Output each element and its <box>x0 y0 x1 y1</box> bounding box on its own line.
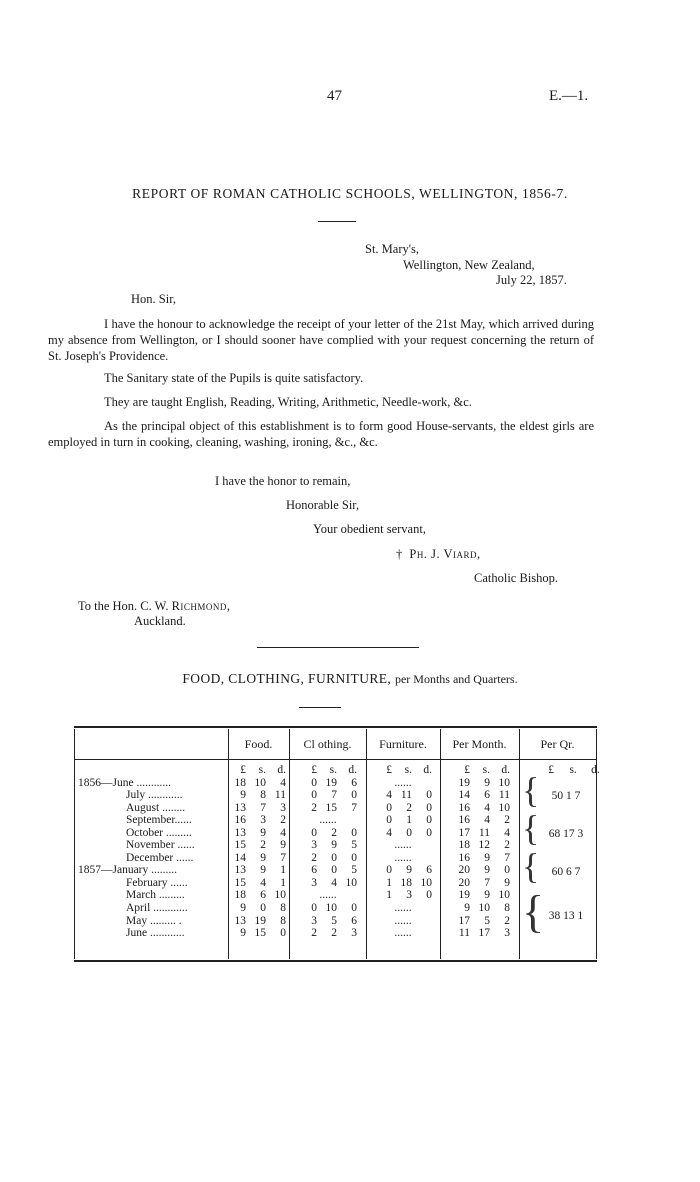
header-per-qr: Per Qr. <box>540 737 575 751</box>
per-qr-l-label: £ <box>548 764 554 776</box>
food-cell-pence: 3 <box>280 801 286 814</box>
food-cell <box>228 915 289 928</box>
food-cell-shillings: 8 <box>260 789 266 802</box>
per_month-cell-pence: 11 <box>498 789 510 802</box>
month-label: April ............ <box>126 902 188 915</box>
food-cell-pence: 8 <box>280 914 286 927</box>
paragraph-4: As the principal object of this establishment is to form good House-servants, the eldest girls are employed in turn in cooking, cleaning, washing, ironing, &c., &c. <box>48 419 594 449</box>
signature: Ph. J. Viard, <box>409 547 481 561</box>
page-code: E.—1. <box>549 88 589 104</box>
clothing-cell <box>299 889 366 902</box>
header-furniture: Furniture. <box>379 737 427 751</box>
furniture-cell <box>374 902 440 915</box>
month-label: November ...... <box>126 839 195 852</box>
provisions-table <box>74 723 600 963</box>
clothing-cell-pence: 0 <box>351 851 357 864</box>
clothing-cell <box>299 827 366 840</box>
per_month-cell-pence: 2 <box>504 814 510 827</box>
month-label: October ......... <box>126 826 192 839</box>
month-column <box>78 764 226 940</box>
furniture-cell-pence: 0 <box>426 826 432 839</box>
food-cell-shillings: 19 <box>254 914 266 927</box>
per_month-cell-pounds: 16 <box>458 814 470 827</box>
per_month-cell-pounds: 19 <box>458 889 470 902</box>
month-label: 1856—June ............ <box>78 776 171 789</box>
clothing-cell <box>299 839 366 852</box>
clothing-cell-pence: 7 <box>351 801 357 814</box>
per_month-cell <box>452 839 519 852</box>
paragraph-3: They are taught English, Reading, Writing, Arithmetic, Needle-work, &c. <box>104 395 472 409</box>
per_month-cell-pence: 10 <box>498 801 510 814</box>
food-currency-label <box>228 764 289 777</box>
quarter-brace-3: { <box>522 846 540 886</box>
food-cell <box>228 802 289 815</box>
recipient-line-2: Auckland. <box>134 614 186 628</box>
food-cell <box>228 927 289 940</box>
furniture-currency-label-pounds: £ <box>386 764 392 776</box>
table-bottom-rule <box>74 960 597 962</box>
per_month-cell-pence: 10 <box>498 776 510 789</box>
food-cell-pounds: 9 <box>240 789 246 802</box>
per_month-cell <box>452 827 519 840</box>
clothing-cell-pounds: 6 <box>311 864 317 877</box>
furniture-cell-shillings: 18 <box>400 876 412 889</box>
per_month-cell <box>452 889 519 902</box>
clothing-cell-pounds: 2 <box>311 801 317 814</box>
furniture-cell-blank: ...... <box>394 839 412 852</box>
food-currency-label-shillings: s. <box>258 764 266 776</box>
clothing-cell-pence: 5 <box>351 864 357 877</box>
per_month-cell-pence: 9 <box>504 876 510 889</box>
per_month-cell-pounds: 19 <box>458 776 470 789</box>
per-qr-currency-row <box>536 764 600 777</box>
header-clothing: Cl othing. <box>303 737 352 751</box>
furniture-cell-shillings: 3 <box>406 889 412 902</box>
per_month-cell-pence: 4 <box>504 826 510 839</box>
furniture-cell <box>374 927 440 940</box>
col-divider-furniture <box>366 729 367 959</box>
per_month-cell-shillings: 9 <box>484 776 490 789</box>
clothing-cell <box>299 902 366 915</box>
quarter-brace-4: { <box>522 886 545 937</box>
dagger-mark: † <box>396 547 403 561</box>
per_month-cell <box>452 927 519 940</box>
per_month-cell-pounds: 14 <box>458 789 470 802</box>
food-cell-pounds: 13 <box>234 914 246 927</box>
furniture-cell-pence: 0 <box>426 814 432 827</box>
per_month-cell-pence: 8 <box>504 902 510 915</box>
food-cell <box>228 839 289 852</box>
food-cell <box>228 877 289 890</box>
furniture-currency-label <box>374 764 440 777</box>
clothing-cell-shillings: 0 <box>331 851 337 864</box>
per_month-cell-pounds: 17 <box>458 826 470 839</box>
per_month-cell-shillings: 10 <box>478 902 490 915</box>
clothing-cell-pence: 5 <box>351 839 357 852</box>
per_month-cell-shillings: 5 <box>484 914 490 927</box>
furniture-cell <box>374 827 440 840</box>
per_month-cell-shillings: 12 <box>478 839 490 852</box>
food-cell-pounds: 16 <box>234 814 246 827</box>
per_month-cell-pence: 7 <box>504 851 510 864</box>
furniture-cell-pence: 0 <box>426 889 432 902</box>
quarter-value-1: 50 1 7 <box>551 790 581 802</box>
furniture-cell-shillings: 11 <box>400 789 412 802</box>
furniture-cell <box>374 777 440 790</box>
closing-line-1: I have the honor to remain, <box>215 474 351 488</box>
food-cell <box>228 777 289 790</box>
clothing-currency-label <box>299 764 366 777</box>
month-label: August ........ <box>126 801 186 814</box>
clothing-cell-pounds: 0 <box>311 789 317 802</box>
month-label: July ............ <box>126 789 183 802</box>
title-rule <box>318 221 356 222</box>
clothing-cell-pounds: 2 <box>311 927 317 940</box>
food-cell <box>228 814 289 827</box>
clothing-cell-pounds: 3 <box>311 839 317 852</box>
furniture-column <box>374 764 440 940</box>
food-cell-pence: 10 <box>274 889 286 902</box>
recipient-prefix: To the Hon. C. W. <box>78 599 169 613</box>
furniture-cell <box>374 915 440 928</box>
food-currency-label-pence: d. <box>277 764 286 776</box>
furniture-cell-blank: ...... <box>394 914 412 927</box>
report-title: REPORT OF ROMAN CATHOLIC SCHOOLS, WELLINGTON, 1856-7. <box>132 186 568 201</box>
per_month-cell-shillings: 11 <box>478 826 490 839</box>
per-qr-s-label: s. <box>569 764 577 776</box>
month-label: May ......... . <box>126 914 182 927</box>
per-qr-d-label: d. <box>591 764 600 776</box>
furniture-cell <box>374 877 440 890</box>
food-column <box>228 764 289 940</box>
per_month-cell-shillings: 9 <box>484 851 490 864</box>
per_month-cell-pounds: 17 <box>458 914 470 927</box>
furniture-cell <box>374 814 440 827</box>
food-cell-pence: 0 <box>280 927 286 940</box>
per_month-cell <box>452 802 519 815</box>
furniture-cell-pounds: 0 <box>386 864 392 877</box>
per_month-cell <box>452 864 519 877</box>
furniture-cell-blank: ...... <box>394 902 412 915</box>
food-cell-shillings: 6 <box>260 889 266 902</box>
per_month-cell <box>452 852 519 865</box>
food-cell-pounds: 14 <box>234 851 246 864</box>
per_month-cell-pounds: 18 <box>458 839 470 852</box>
furniture-cell-pounds: 4 <box>386 826 392 839</box>
clothing-cell-pounds: 0 <box>311 776 317 789</box>
header-food: Food. <box>244 737 273 751</box>
recipient-name: Richmond, <box>171 599 231 613</box>
clothing-cell-shillings: 19 <box>325 776 337 789</box>
quarter-value-2: 68 17 3 <box>548 828 584 840</box>
furniture-cell-pounds: 1 <box>386 889 392 902</box>
per_month-cell-pence: 0 <box>504 864 510 877</box>
clothing-cell <box>299 852 366 865</box>
per_month-cell <box>452 915 519 928</box>
food-cell-pence: 4 <box>280 826 286 839</box>
salutation: Hon. Sir, <box>131 292 176 306</box>
clothing-cell-pence: 0 <box>351 902 357 915</box>
furniture-cell <box>374 889 440 902</box>
col-divider-permonth <box>440 729 441 959</box>
clothing-cell-shillings: 15 <box>325 801 337 814</box>
furniture-cell <box>374 852 440 865</box>
signature-title: Catholic Bishop. <box>474 571 559 585</box>
clothing-cell-pence: 6 <box>351 914 357 927</box>
clothing-cell <box>299 777 366 790</box>
clothing-cell-pence: 3 <box>351 927 357 940</box>
food-cell-shillings: 2 <box>260 839 266 852</box>
furniture-cell-pounds: 0 <box>386 801 392 814</box>
clothing-cell <box>299 789 366 802</box>
clothing-cell-pounds: 0 <box>311 902 317 915</box>
month-label: December ...... <box>126 851 194 864</box>
per_month-cell-pence: 3 <box>504 927 510 940</box>
furniture-cell-shillings: 1 <box>406 814 412 827</box>
clothing-cell <box>299 915 366 928</box>
food-cell-shillings: 9 <box>260 864 266 877</box>
clothing-cell <box>299 877 366 890</box>
food-cell <box>228 864 289 877</box>
clothing-cell <box>299 864 366 877</box>
food-currency-label-pounds: £ <box>240 764 246 776</box>
food-cell-shillings: 9 <box>260 826 266 839</box>
month-label: March ......... <box>126 889 185 902</box>
table-title-main: FOOD, CLOTHING, FURNITURE, <box>182 671 392 686</box>
clothing-currency-label-pence: d. <box>348 764 357 776</box>
clothing-cell <box>299 802 366 815</box>
food-cell-shillings: 15 <box>254 927 266 940</box>
food-cell-shillings: 9 <box>260 851 266 864</box>
section-rule <box>257 647 419 648</box>
food-cell-pounds: 9 <box>240 927 246 940</box>
per_month-cell-shillings: 4 <box>484 801 490 814</box>
clothing-cell-shillings: 7 <box>331 789 337 802</box>
per_month-cell <box>452 789 519 802</box>
table-title <box>0 671 700 687</box>
clothing-cell-blank: ...... <box>319 889 337 902</box>
per_month-cell-pounds: 20 <box>458 876 470 889</box>
food-cell-pence: 8 <box>280 902 286 915</box>
clothing-cell-blank: ...... <box>319 814 337 827</box>
furniture-cell-pence: 0 <box>426 801 432 814</box>
clothing-cell-pounds: 3 <box>311 876 317 889</box>
month-label: February ...... <box>126 876 188 889</box>
clothing-cell-pence: 10 <box>345 876 357 889</box>
food-cell-shillings: 3 <box>260 814 266 827</box>
food-cell <box>228 889 289 902</box>
food-cell-shillings: 4 <box>260 876 266 889</box>
address-line-1: St. Mary's, <box>365 242 419 256</box>
clothing-cell-pence: 0 <box>351 826 357 839</box>
furniture-cell-pence: 10 <box>420 876 432 889</box>
per_month-cell-shillings: 4 <box>484 814 490 827</box>
address-line-2: Wellington, New Zealand, <box>403 258 535 272</box>
furniture-cell <box>374 839 440 852</box>
per_month-cell-pounds: 9 <box>464 902 470 915</box>
per_month-cell-shillings: 6 <box>484 789 490 802</box>
furniture-cell-pence: 6 <box>426 864 432 877</box>
per_month-currency-label-pounds: £ <box>464 764 470 776</box>
food-cell-pounds: 18 <box>234 889 246 902</box>
furniture-cell-blank: ...... <box>394 927 412 940</box>
per_month-cell-pounds: 11 <box>458 927 470 940</box>
clothing-cell-shillings: 5 <box>331 914 337 927</box>
per_month-currency-label <box>452 764 519 777</box>
food-cell-pounds: 15 <box>234 839 246 852</box>
food-cell-pounds: 9 <box>240 902 246 915</box>
per_month-cell-pounds: 20 <box>458 864 470 877</box>
clothing-cell-shillings: 2 <box>331 927 337 940</box>
furniture-cell <box>374 802 440 815</box>
food-cell-pounds: 13 <box>234 826 246 839</box>
clothing-cell-shillings: 9 <box>331 839 337 852</box>
furniture-cell-shillings: 0 <box>406 826 412 839</box>
furniture-currency-label-shillings: s. <box>404 764 412 776</box>
per_month-currency-label-pence: d. <box>501 764 510 776</box>
clothing-cell-pence: 6 <box>351 776 357 789</box>
closing-line-2: Honorable Sir, <box>286 498 360 512</box>
table-top-rule <box>74 726 597 728</box>
per_month-cell-shillings: 9 <box>484 864 490 877</box>
table-title-rest: per Months and Quarters. <box>394 672 518 686</box>
clothing-cell-shillings: 4 <box>331 876 337 889</box>
clothing-cell-shillings: 10 <box>325 902 337 915</box>
furniture-cell-pounds: 0 <box>386 814 392 827</box>
per_month-cell <box>452 902 519 915</box>
food-cell-pounds: 13 <box>234 864 246 877</box>
per-month-column <box>452 764 519 940</box>
food-cell <box>228 827 289 840</box>
clothing-currency-label-pounds: £ <box>311 764 317 776</box>
clothing-cell-pence: 0 <box>351 789 357 802</box>
page-number: 47 <box>327 88 342 104</box>
per_month-cell <box>452 877 519 890</box>
per_month-cell <box>452 777 519 790</box>
food-cell-pence: 1 <box>280 864 286 877</box>
food-cell-pounds: 18 <box>234 776 246 789</box>
furniture-cell <box>374 789 440 802</box>
col-divider-clothing <box>289 729 290 959</box>
clothing-cell-pounds: 2 <box>311 851 317 864</box>
furniture-cell-blank: ...... <box>394 851 412 864</box>
food-cell-pence: 1 <box>280 876 286 889</box>
table-title-rule <box>299 707 341 708</box>
month-label: June ............ <box>126 927 185 940</box>
per_month-cell-pounds: 16 <box>458 801 470 814</box>
quarter-value-4: 38 13 1 <box>548 910 584 922</box>
clothing-column <box>299 764 366 940</box>
month-spacer <box>78 764 226 777</box>
food-cell-pence: 2 <box>280 814 286 827</box>
per_month-cell <box>452 814 519 827</box>
food-cell-pounds: 13 <box>234 801 246 814</box>
food-cell-pence: 9 <box>280 839 286 852</box>
quarter-brace-1: { <box>522 770 540 810</box>
furniture-cell-shillings: 2 <box>406 801 412 814</box>
header-per-month: Per Month. <box>452 737 507 751</box>
clothing-cell-pounds: 3 <box>311 914 317 927</box>
closing-line-3: Your obedient servant, <box>313 522 426 536</box>
food-cell-pence: 11 <box>274 789 286 802</box>
food-cell <box>228 852 289 865</box>
signature-line <box>396 546 481 562</box>
address-date: July 22, 1857. <box>496 273 567 287</box>
food-cell <box>228 789 289 802</box>
furniture-cell <box>374 864 440 877</box>
clothing-cell <box>299 927 366 940</box>
furniture-cell-pounds: 1 <box>386 876 392 889</box>
food-cell <box>228 902 289 915</box>
food-cell-shillings: 7 <box>260 801 266 814</box>
paragraph-1: I have the honour to acknowledge the receipt of your letter of the 21st May, which arrived during my absence from Wellington, or I should sooner have complied with your request concerning the return of St. Joseph's Providence. <box>48 317 594 363</box>
per_month-cell-pounds: 16 <box>458 851 470 864</box>
quarter-brace-2: { <box>522 808 540 848</box>
col-divider-perqr <box>519 729 520 959</box>
furniture-cell-pounds: 4 <box>386 789 392 802</box>
clothing-cell-shillings: 0 <box>331 864 337 877</box>
recipient-line-1 <box>78 598 231 614</box>
per_month-cell-pence: 10 <box>498 889 510 902</box>
clothing-cell-pounds: 0 <box>311 826 317 839</box>
food-cell-shillings: 10 <box>254 776 266 789</box>
food-cell-pence: 7 <box>280 851 286 864</box>
furniture-cell-blank: ...... <box>394 776 412 789</box>
food-cell-pounds: 15 <box>234 876 246 889</box>
clothing-cell <box>299 814 366 827</box>
furniture-cell-shillings: 9 <box>406 864 412 877</box>
paragraph-2: The Sanitary state of the Pupils is quite satisfactory. <box>104 371 364 385</box>
month-label: September...... <box>126 814 192 827</box>
per_month-cell-pence: 2 <box>504 839 510 852</box>
clothing-cell-shillings: 2 <box>331 826 337 839</box>
clothing-currency-label-shillings: s. <box>329 764 337 776</box>
furniture-cell-pence: 0 <box>426 789 432 802</box>
food-cell-pence: 4 <box>280 776 286 789</box>
per_month-currency-label-shillings: s. <box>482 764 490 776</box>
month-label: 1857—January ......... <box>78 864 178 877</box>
per_month-cell-shillings: 9 <box>484 889 490 902</box>
furniture-currency-label-pence: d. <box>423 764 432 776</box>
per_month-cell-pence: 2 <box>504 914 510 927</box>
per_month-cell-shillings: 7 <box>484 876 490 889</box>
per_month-cell-shillings: 17 <box>478 927 490 940</box>
table-left-border <box>74 729 75 959</box>
quarter-value-3: 60 6 7 <box>551 866 581 878</box>
food-cell-shillings: 0 <box>260 902 266 915</box>
